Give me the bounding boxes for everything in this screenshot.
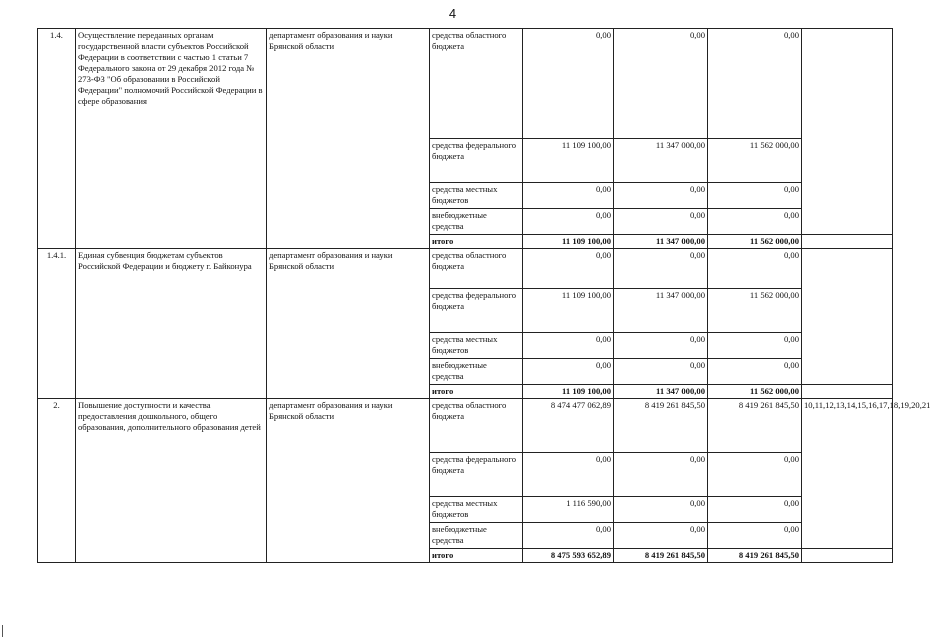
- funding-source: средства местных бюджетов: [430, 183, 523, 209]
- amount-year-2: 11 347 000,00: [614, 139, 708, 183]
- amount-year-1: 11 109 100,00: [523, 235, 614, 249]
- table-row: [38, 399, 893, 453]
- executor: департамент образования и науки Брянской области: [267, 399, 430, 563]
- total-label: итого: [430, 385, 523, 399]
- funding-source: средства областного бюджета: [430, 29, 523, 139]
- table-row: [38, 29, 893, 139]
- amount-year-3: 11 562 000,00: [708, 385, 802, 399]
- amount-year-1: 0,00: [523, 333, 614, 359]
- amount-year-3: 0,00: [708, 333, 802, 359]
- section-number: 1.4.: [38, 29, 76, 249]
- amount-year-1: 0,00: [523, 209, 614, 235]
- scan-artifact: [2, 625, 3, 637]
- total-label: итого: [430, 549, 523, 563]
- amount-year-1: 11 109 100,00: [523, 289, 614, 333]
- amount-year-3: 11 562 000,00: [708, 139, 802, 183]
- funding-source: средства областного бюджета: [430, 399, 523, 453]
- funding-source: внебюджетные средства: [430, 523, 523, 549]
- amount-year-2: 0,00: [614, 183, 708, 209]
- amount-year-3: 0,00: [708, 453, 802, 497]
- amount-year-1: 8 474 477 062,89: [523, 399, 614, 453]
- amount-year-2: 11 347 000,00: [614, 289, 708, 333]
- indicators: [802, 249, 893, 385]
- amount-year-3: 11 562 000,00: [708, 289, 802, 333]
- amount-year-2: 8 419 261 845,50: [614, 399, 708, 453]
- measure-name: Осуществление переданных органам государственной власти субъектов Российской Федерации в соответствии с частью 1 статьи 7 Федерального закона от 29 декабря 2012 года № 273-ФЗ "Об образовании в Российской Федерации" полномочий Российской Федерации в сфере образования: [76, 29, 267, 249]
- funding-source: внебюджетные средства: [430, 209, 523, 235]
- amount-year-3: 0,00: [708, 359, 802, 385]
- indicators: [802, 29, 893, 235]
- executor: департамент образования и науки Брянской области: [267, 249, 430, 399]
- amount-year-2: 0,00: [614, 29, 708, 139]
- section-number: 2.: [38, 399, 76, 563]
- amount-year-1: 0,00: [523, 453, 614, 497]
- amount-year-1: 0,00: [523, 249, 614, 289]
- amount-year-3: 11 562 000,00: [708, 235, 802, 249]
- funding-source: средства местных бюджетов: [430, 333, 523, 359]
- measure-name: Повышение доступности и качества предоставления дошкольного, общего образования, дополнительного образования детей: [76, 399, 267, 563]
- amount-year-2: 8 419 261 845,50: [614, 549, 708, 563]
- amount-year-2: 0,00: [614, 209, 708, 235]
- amount-year-1: 0,00: [523, 183, 614, 209]
- amount-year-2: 0,00: [614, 523, 708, 549]
- budget-table: [37, 28, 930, 563]
- funding-source: средства федерального бюджета: [430, 453, 523, 497]
- funding-source: средства областного бюджета: [430, 249, 523, 289]
- funding-source: средства местных бюджетов: [430, 497, 523, 523]
- amount-year-1: 8 475 593 652,89: [523, 549, 614, 563]
- amount-year-3: 0,00: [708, 249, 802, 289]
- table-row: [38, 249, 893, 289]
- funding-source: внебюджетные средства: [430, 359, 523, 385]
- funding-source: средства федерального бюджета: [430, 139, 523, 183]
- amount-year-3: 0,00: [708, 29, 802, 139]
- amount-year-1: 0,00: [523, 359, 614, 385]
- amount-year-3: 0,00: [708, 183, 802, 209]
- total-label: итого: [430, 235, 523, 249]
- amount-year-1: 1 116 590,00: [523, 497, 614, 523]
- amount-year-2: 0,00: [614, 333, 708, 359]
- amount-year-2: 0,00: [614, 497, 708, 523]
- page-number: 4: [448, 6, 457, 21]
- amount-year-3: 8 419 261 845,50: [708, 399, 802, 453]
- indicators: 10,11,12,13,14,15,16,17,18,19,20,21: [802, 399, 893, 549]
- amount-year-3: 0,00: [708, 497, 802, 523]
- amount-year-1: 0,00: [523, 523, 614, 549]
- amount-year-3: 0,00: [708, 209, 802, 235]
- amount-year-2: 11 347 000,00: [614, 385, 708, 399]
- indicators-total-cell: [802, 385, 893, 399]
- amount-year-3: 8 419 261 845,50: [708, 549, 802, 563]
- amount-year-2: 0,00: [614, 359, 708, 385]
- measure-name: Единая субвенция бюджетам субъектов Российской Федерации и бюджету г. Байконура: [76, 249, 267, 399]
- indicators-total-cell: [802, 549, 893, 563]
- amount-year-2: 0,00: [614, 249, 708, 289]
- indicators-total-cell: [802, 235, 893, 249]
- amount-year-3: 0,00: [708, 523, 802, 549]
- amount-year-1: 0,00: [523, 29, 614, 139]
- amount-year-1: 11 109 100,00: [523, 139, 614, 183]
- amount-year-2: 0,00: [614, 453, 708, 497]
- amount-year-2: 11 347 000,00: [614, 235, 708, 249]
- section-number: 1.4.1.: [38, 249, 76, 399]
- amount-year-1: 11 109 100,00: [523, 385, 614, 399]
- funding-source: средства федерального бюджета: [430, 289, 523, 333]
- executor: департамент образования и науки Брянской области: [267, 29, 430, 249]
